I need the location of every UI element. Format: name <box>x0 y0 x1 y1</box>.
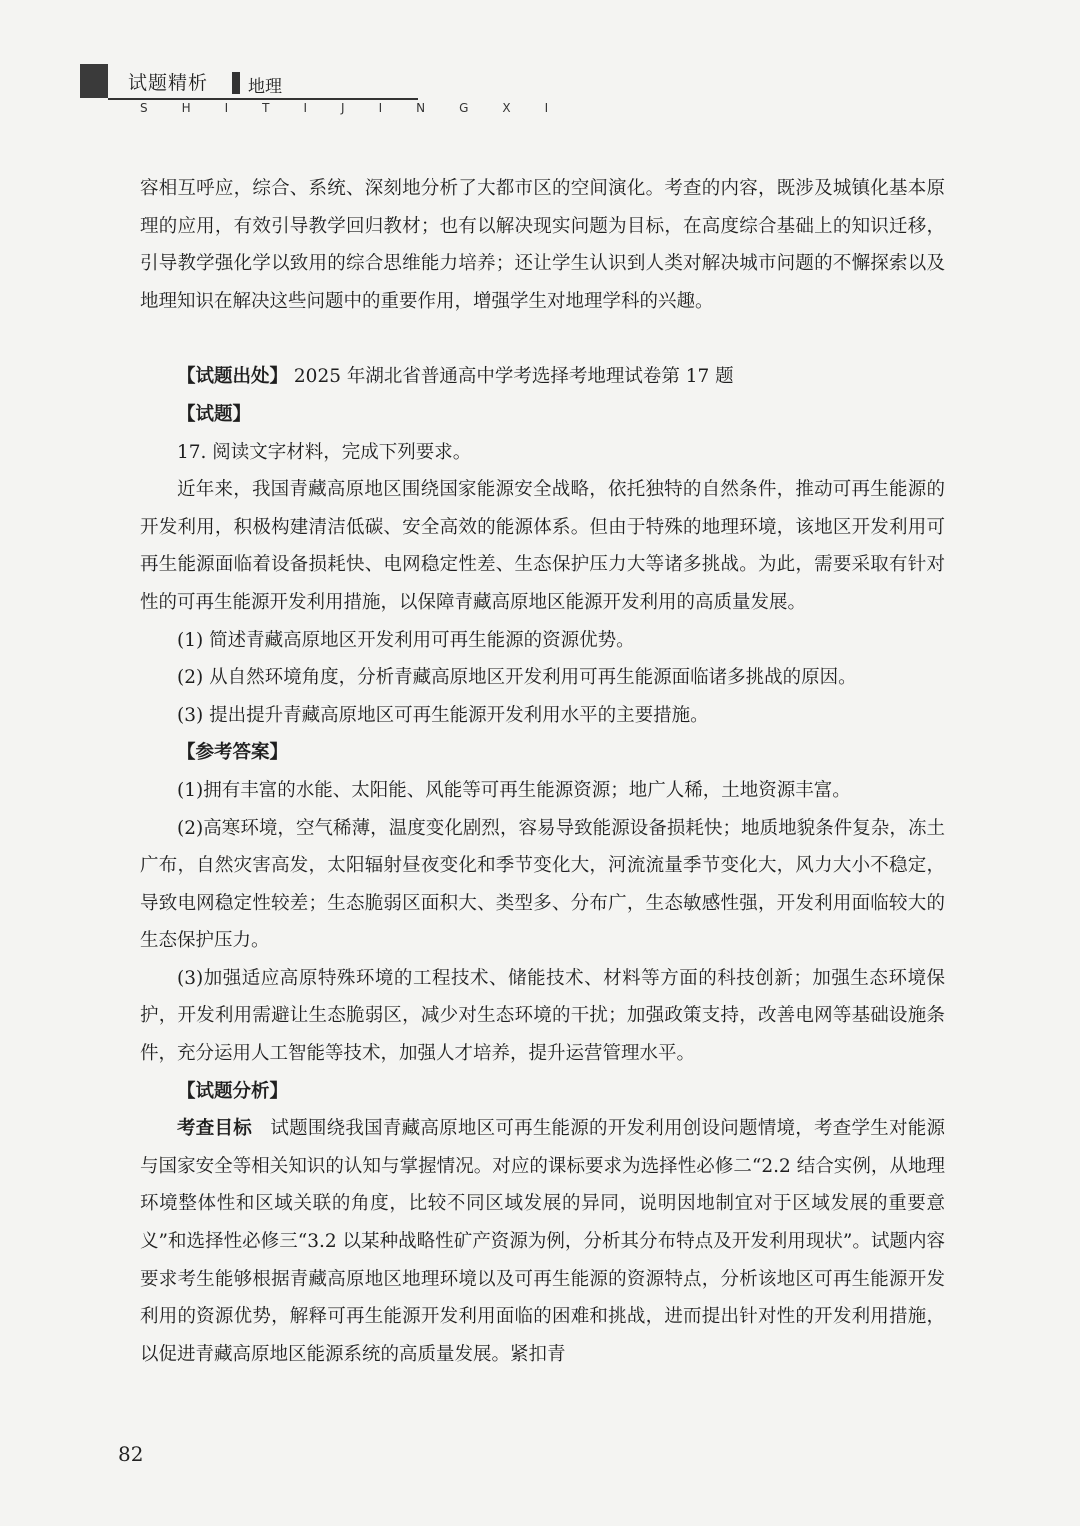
answer-item-3: (3)加强适应高原特殊环境的工程技术、储能技术、材料等方面的科技创新；加强生态环境保护，开发利用需避让生态脆弱区，减少对生态环境的干扰；加强政策支持，改善电网等基础设施条件，充分运用人工智能等技术，加强人才培养，提升运营管理水平。 <box>140 967 945 1065</box>
analysis-text: 试题围绕我国青藏高原地区可再生能源的开发利用创设问题情境，考查学生对能源与国家安全等相关知识的认知与掌握情况。对应的课标要求为选择性必修二“2.2 结合实例，从地理环境整体性和区域关联的角度，比较不同区域发展的异同，说明因地制宜对于区域发展的重要意义”和选择性必修三“3.2 以某种战略性矿产资源为例，分析其分布特点及开发利用现状”。试题内容要求考生能够根据青藏高原地区地理环境以及可再生能源的资源特点，分析该地区可再生能源开发利用的资源优势，解释可再生能源开发利用面临的困难和挑战，进而提出针对性的开发利用措施，以促进青藏高原地区能源系统的高质量发展。紧扣青 <box>140 1118 945 1365</box>
answer-item-2: (2)高寒环境，空气稀薄，温度变化剧烈，容易导致能源设备损耗快；地质地貌条件复杂，冻土广布，自然灾害高发，太阳辐射昼夜变化和季节变化大，河流流量季节变化大，风力大小不稳定，导致电网稳定性较差；生态脆弱区面积大、类型多、分布广，生态敏感性强，开发利用面临较大的生态保护压力。 <box>140 817 945 952</box>
question-material: 近年来，我国青藏高原地区围绕国家能源安全战略，依托独特的自然条件，推动可再生能源的开发利用，积极构建清洁低碳、安全高效的能源体系。但由于特殊的地理环境，该地区开发利用可再生能源面临着设备损耗快、电网稳定性差、生态保护压力大等诸多挑战。为此，需要采取有针对性的可再生能源开发利用措施，以保障青藏高原地区能源开发利用的高质量发展。 <box>140 479 945 613</box>
question-item-2: (2) 从自然环境角度，分析青藏高原地区开发利用可再生能源面临诸多挑战的原因。 <box>177 667 857 689</box>
source-line <box>140 358 945 396</box>
running-header <box>80 64 583 118</box>
analysis-tag: 【试题分析】 <box>177 1080 289 1102</box>
analysis-heading <box>140 1073 945 1111</box>
analysis-lead: 考查目标 <box>177 1118 252 1140</box>
answer-item-1: (1)拥有丰富的水能、太阳能、风能等可再生能源资源；地广人稀，土地资源丰富。 <box>177 779 851 801</box>
question-heading <box>140 396 945 434</box>
header-pinyin: SHITIJINGXI <box>140 101 583 115</box>
header-separator-mark <box>232 72 240 94</box>
page-body <box>140 170 945 1373</box>
intro-paragraph: 容相互呼应，综合、系统、深刻地分析了大都市区的空间演化。考查的内容，既涉及城镇化基本原理的应用，有效引导教学回归教材；也有以解决现实问题为目标，在高度综合基础上的知识迁移，引导教学强化学以致用的综合思维能力培养；还让学生认识到人类对解决城市问题的不懈探索以及地理知识在解决这些问题中的重要作用，增强学生对地理学科的兴趣。 <box>140 178 945 312</box>
source-text: 2025 年湖北省普通高中学考选择考地理试卷第 17 题 <box>293 366 734 388</box>
answer-heading <box>140 734 945 772</box>
question-item-3: (3) 提出提升青藏高原地区可再生能源开发利用水平的主要措施。 <box>177 704 709 726</box>
page-number: 82 <box>118 1442 144 1466</box>
source-tag: 【试题出处】 <box>177 366 289 388</box>
question-prompt: 17. 阅读文字材料，完成下列要求。 <box>177 441 472 463</box>
question-tag: 【试题】 <box>177 403 252 425</box>
question-item-1: (1) 简述青藏高原地区开发利用可再生能源的资源优势。 <box>177 629 635 651</box>
header-dark-block <box>80 64 108 98</box>
analysis-paragraph <box>140 1110 945 1373</box>
header-subject: 地理 <box>248 77 282 97</box>
section-gap <box>140 320 945 358</box>
answer-tag: 【参考答案】 <box>177 742 289 764</box>
header-title: 试题精析 <box>128 72 209 94</box>
